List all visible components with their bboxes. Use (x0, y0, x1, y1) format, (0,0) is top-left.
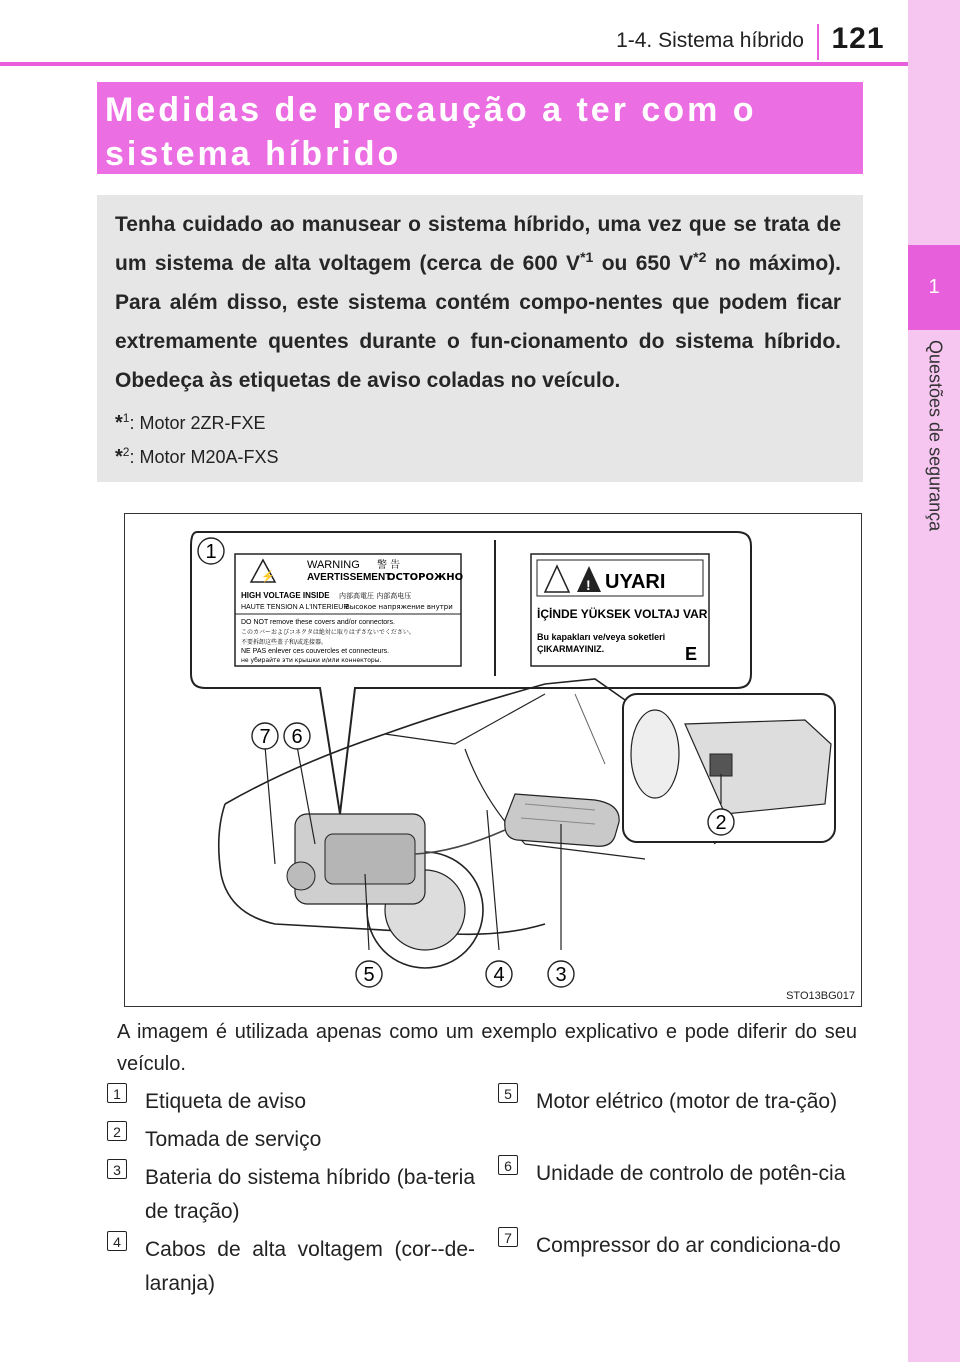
legend-item-2: 2 Tomada de serviço (145, 1123, 475, 1157)
legend-item-3: 3 Bateria do sistema híbrido (ba-teria de tração) (145, 1161, 475, 1229)
legend-item-4: 4 Cabos de alta voltagem (cor--de-laranja) (145, 1233, 475, 1301)
car-illustration (125, 514, 861, 1006)
section-title: 1-4. Sistema híbrido (616, 29, 804, 52)
chapter-label: Questões de segurança (925, 340, 946, 532)
svg-text:ÇIKARMAYINIZ.: ÇIKARMAYINIZ. (537, 644, 605, 654)
svg-text:не убирайте эти крышки и/или к: не убирайте эти крышки и/или коннекторы. (241, 657, 382, 664)
legend-item-5: 5 Motor elétrico (motor de tra-ção) (536, 1085, 856, 1119)
svg-text:内部高電圧 内部高电压: 内部高電圧 内部高电压 (339, 592, 412, 600)
svg-text:ОСТОРОЖНО: ОСТОРОЖНО (387, 572, 464, 583)
page-number: 121 (831, 22, 885, 55)
section-heading: Medidas de precaução a ter com o sistema híbrido (105, 91, 757, 173)
callout-1: 1 (205, 541, 217, 563)
svg-text:İÇİNDE YÜKSEK VOLTAJ VAR: İÇİNDE YÜKSEK VOLTAJ VAR (537, 607, 708, 621)
svg-text:NE PAS enlever ces couvercles: NE PAS enlever ces couvercles et connecteurs. (241, 648, 390, 655)
callout-4: 4 (493, 964, 505, 986)
svg-text:このカバーおよびコネクタは絶対に取りはずさないでください。: このカバーおよびコネクタは絶対に取りはずさないでください。 (241, 629, 415, 636)
section-heading-bar (97, 82, 863, 174)
callout-2: 2 (715, 812, 727, 834)
svg-text:⚡: ⚡ (261, 571, 275, 583)
intro-box (97, 195, 863, 482)
svg-text:警 告: 警 告 (377, 560, 401, 571)
uyari-text: UYARI (605, 571, 666, 593)
callout-5: 5 (363, 964, 375, 986)
legend-item-7: 7 Compressor do ar condiciona-do (536, 1229, 856, 1263)
svg-text:HAUTE TENSION A L'INTERIEUR: HAUTE TENSION A L'INTERIEUR (241, 604, 349, 611)
callout-7: 7 (259, 726, 271, 748)
footnote-2: *$^2$: Motor M20A-FXS (115, 445, 279, 468)
svg-text:Высокое напряжение внутри: Высокое напряжение внутри (345, 603, 453, 611)
callout-3: 3 (555, 964, 567, 986)
svg-text:HIGH VOLTAGE INSIDE: HIGH VOLTAGE INSIDE (241, 591, 330, 600)
legend-item-6: 6 Unidade de controlo de potên-cia (536, 1157, 856, 1191)
svg-text:E: E (685, 644, 698, 664)
svg-text:DO NOT remove these covers and: DO NOT remove these covers and/or connectors. (241, 619, 395, 626)
footnote-1: *$^1$: Motor 2ZR-FXE (115, 411, 266, 434)
svg-text:!: ! (586, 577, 591, 593)
figure-code: STO13BG017 (786, 990, 855, 1002)
header-rule (0, 62, 908, 66)
hybrid-system-figure (124, 513, 862, 1007)
callout-6: 6 (291, 726, 303, 748)
intro-paragraph: Tenha cuidado ao manusear o sistema híbrido, uma vez que se trata de um sistema de alta voltagem (cerca de 600 $V^{*1}$ ou 650 $V^{*2}$ no máximo). Para além disso, este sistema contém compo-nentes que podem ficar extremamente quentes durante o fun-cionamento do sistema híbrido. Obedeça às etiquetas de aviso coladas no veículo. (115, 213, 841, 392)
side-tab-strip (908, 0, 960, 1362)
svg-text:不要拆卸这些盖子和/或连接器。: 不要拆卸这些盖子和/或连接器。 (241, 639, 328, 646)
figure-caption: A imagem é utilizada apenas como um exemplo explicativo e pode diferir do seu veículo. (117, 1021, 857, 1075)
svg-text:Bu kapakları ve/veya soketleri: Bu kapakları ve/veya soketleri (537, 632, 666, 642)
legend-item-1: 1 Etiqueta de aviso (145, 1085, 475, 1119)
svg-text:AVERTISSEMENT: AVERTISSEMENT (307, 572, 392, 583)
label-warning-text: WARNING (307, 559, 360, 571)
chapter-tab[interactable]: 1 (908, 245, 960, 330)
